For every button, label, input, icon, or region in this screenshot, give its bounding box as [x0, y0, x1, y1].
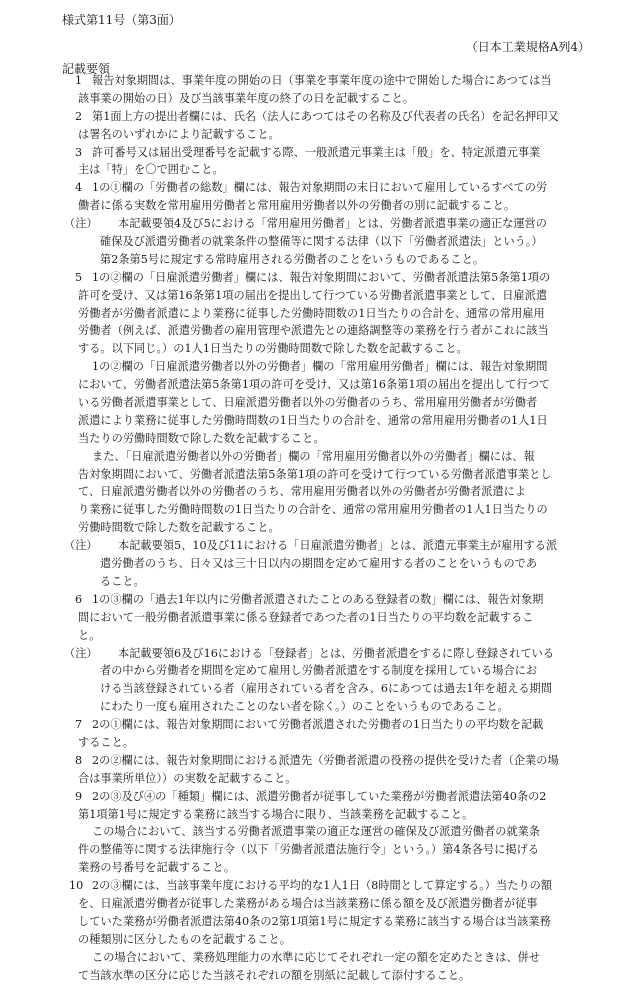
text-line: 間において一般労働者派遣事業に係る登録者であつた者の1日当たりの平均数を記載するこ [78, 610, 534, 624]
paper-standard-note: （日本工業規格A列4） [465, 40, 590, 54]
instruction-item [0, 179, 630, 215]
text-line: いる労働者派遣事業として、日雇派遣労働者以外の労働者のうち、常用雇用労働者が労働者 [78, 396, 538, 410]
instruction-item [0, 448, 630, 537]
text-line: 2の②欄には、報告対象期間における派遣先（労働者派遣の役務の提供を受けた者（企業の場 [92, 753, 559, 767]
instruction-item [0, 269, 630, 358]
note-block [0, 645, 630, 717]
text-line: 労働者が労働者派遣により業務に従事した労働時間数の1日当たりの合計を、通常の常用雇用 [78, 306, 545, 320]
text-line: 業務の号番号を記載すること。 [78, 861, 235, 875]
text-line: 2の③及び④の「種類」欄には、派遣労働者が従事していた業務が労働者派遣法第40条の2 [92, 789, 547, 803]
text-line: ける当該登録されている者（雇用されている者を含み、6にあつては過去1年を超える期間 [100, 682, 553, 696]
instruction-item [0, 877, 630, 949]
note-block [0, 537, 630, 591]
text-line: この場合において、該当する労働者派遣事業の適正な運営の確保及び派遣労働者の就業条 [92, 825, 541, 839]
item-number: 5 [75, 270, 83, 284]
text-line: 遣労働者のうち、日々又は三十日以内の期間を定めて雇用する者のことをいうものであ [100, 557, 538, 571]
text-line: 2の①欄には、報告対象期間において労働者派遣された労働者の1日当たりの平均数を記載 [92, 718, 544, 732]
text-line: 者の中から労働者を期間を定めて雇用し労働者派遣をする制度を採用している場合にお [100, 664, 538, 678]
text-line: していた業務が労働者派遣法第40条の2第1項第1号に規定する業務に該当する場合は当該業務 [78, 914, 551, 928]
instruction-item [0, 823, 630, 877]
text-line: 確保及び派遣労働者の就業条件の整備等に関する法律（以下「労働者派遣法」という。） [100, 235, 543, 249]
text-line: 2の③欄には、当該事業年度における平均的な1人1日（8時間として算定する。）当たりの額 [92, 879, 553, 893]
note-block [0, 215, 630, 269]
text-line: 1の②欄の「日雇派遣労働者以外の労働者」欄の「常用雇用労働者」欄には、報告対象期間 [92, 360, 548, 374]
text-line: 派遣により業務に従事した労働時間数の1日当たりの合計を、通常の常用雇用労働者の1人1日 [78, 413, 548, 427]
text-line: 第2条第5号に規定する常時雇用される労働者のことをいうものであること。 [100, 252, 485, 266]
text-line: 第1項第1号に規定する業務に該当する場合に限り、当該業務を記載すること。 [78, 807, 474, 821]
instructions-heading: 記載要領 [62, 62, 111, 76]
form-number: 様式第11号（第3面） [62, 13, 181, 27]
text-line: 報告対象期間は、事業年度の開始の日（事業を事業年度の途中で開始した場合にあつては当 [92, 74, 552, 87]
text-line: は署名のいずれかにより記載すること。 [78, 127, 280, 141]
text-line: 1の①欄の「労働者の総数」欄には、報告対象期間の末日において雇用しているすべての労 [92, 181, 548, 195]
text-line: 本記載要領5、10及び11における「日雇派遣労働者」とは、派遣元事業主が雇用する派 [118, 539, 558, 553]
item-number: 8 [75, 753, 83, 767]
text-line: 告対象期間において、労働者派遣法第5条第1項の許可を受けて行つている労働者派遣事業とし [78, 467, 552, 481]
text-line: また、「日雇派遣労働者以外の労働者」欄の「常用雇用労働者以外の労働者」欄には、報 [92, 449, 535, 463]
item-number: 4 [75, 181, 83, 195]
text-line: 本記載要領4及び5における「常用雇用労働者」とは、労働者派遣事業の適正な運営の [118, 217, 547, 231]
text-line: を、日雇派遣労働者が従事した業務がある場合は当該業務に係る額を及び派遣労働者が従事 [78, 896, 538, 910]
text-line: 許可番号又は届出受理番号を記載する際、一般派遣元事業主は「般」を、特定派遣元事業 [92, 145, 541, 159]
item-number: 7 [75, 718, 83, 732]
text-line: 主は「特」を〇で囲むこと。 [78, 163, 224, 177]
note-marker: （注） [64, 646, 98, 660]
instruction-item [0, 591, 630, 645]
instruction-item [0, 752, 630, 788]
text-line: 許可を受け、又は第16条第1項の届出を提出して行つている労働者派遣事業として、日雇派遣 [78, 288, 548, 302]
note-marker: （注） [64, 217, 98, 231]
text-line: 当たりの労働時間数で除した数を記載すること。 [78, 431, 325, 445]
note-marker: （注） [64, 539, 98, 553]
instruction-item [0, 716, 630, 752]
item-number: 6 [75, 592, 83, 606]
text-line: 件の整備等に関する法律施行令（以下「労働者派遣法施行令」という。）第4条各号に掲げる [78, 843, 540, 857]
text-line: 労働時間数で除した数を記載すること。 [78, 521, 280, 535]
instruction-item [0, 949, 630, 984]
item-number: 2 [75, 109, 83, 123]
text-line: て、日雇派遣労働者以外の労働者のうち、常用雇用労働者以外の労働者が労働者派遣によ [78, 485, 527, 499]
text-line: において、労働者派遣法第5条第1項の許可を受け、又は第16条第1項の届出を提出して行つて [78, 378, 551, 392]
text-line: 1の②欄の「日雇派遣労働者」欄には、報告対象期間において、労働者派遣法第5条第1項の [92, 270, 551, 284]
text-line: 第1面上方の提出者欄には、氏名（法人にあつてはその名称及び代表者の氏名）を記名押印又 [92, 109, 559, 123]
text-line: 働者に係る実数を常用雇用労働者と常用雇用労働者以外の労働者の別に記載すること。 [78, 199, 516, 213]
instruction-item [0, 788, 630, 824]
text-line: この場合において、業務処理能力の水準に応じてそれぞれ一定の額を定めたときは、併せ [92, 950, 541, 964]
item-number: 3 [75, 145, 83, 159]
item-number: 10 [69, 879, 84, 893]
instruction-item [0, 358, 630, 447]
text-line: り業務に従事した労働時間数の1日当たりの合計を、通常の常用雇用労働者の1人1日当たりの [78, 503, 548, 517]
text-line: 該事業の開始の日）及び当該事業年度の終了の日を記載すること。 [78, 91, 415, 105]
text-line: と。 [78, 628, 101, 642]
instruction-item [0, 72, 630, 108]
item-number: 1 [75, 74, 83, 87]
instruction-item [0, 144, 630, 180]
item-number: 9 [75, 789, 83, 803]
text-line: する。以下同じ。）の1人1日当たりの労働時間数で除した数を記載すること。 [78, 342, 468, 356]
text-line: 労働者（例えば、派遣労働者の雇用管理や派遣先との連絡調整等の業務を行う者がこれに該当 [78, 324, 549, 338]
text-line: にわたり一度も雇用されたことのない者を除く。）のことをいうものであること。 [100, 700, 509, 714]
text-line: て当該水準の区分に応じた当該それぞれの額を別紙に記載して添付すること。 [78, 968, 471, 982]
text-line: ること。 [100, 574, 145, 588]
text-line: 本記載要領6及び16における「登録者」とは、労働者派遣をするに際し登録されている [118, 646, 555, 660]
text-line: 合は事業所単位））の実数を記載すること。 [78, 771, 297, 785]
text-line: の種類別に区分したものを記載すること。 [78, 932, 291, 946]
text-line: 1の③欄の「過去1年以内に労働者派遣されたことのある登録者の数」欄には、報告対象期 [92, 592, 544, 606]
text-line: すること。 [78, 735, 135, 749]
instructions-body [0, 72, 630, 984]
instruction-item [0, 108, 630, 144]
